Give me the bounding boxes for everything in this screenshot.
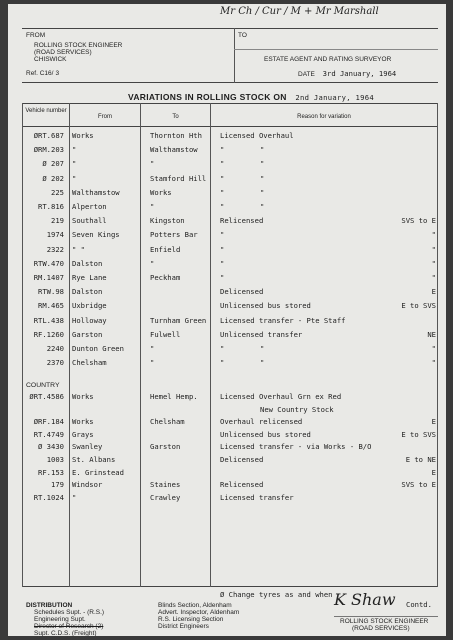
country-row bbox=[22, 468, 438, 479]
country-row bbox=[22, 493, 438, 504]
category-change: " bbox=[431, 273, 436, 282]
reason: Licensed transfer - Pte Staff bbox=[220, 315, 346, 325]
reason-extra: " bbox=[260, 159, 265, 169]
variation-row bbox=[22, 358, 438, 369]
reason-extra: " bbox=[260, 344, 265, 353]
from-depot: Walthamstow bbox=[72, 187, 120, 197]
col-header-to: To bbox=[172, 114, 179, 120]
vehicle-number: RTW.98 bbox=[38, 287, 64, 297]
variation-row bbox=[22, 174, 438, 185]
to-depot: Walthamstow bbox=[150, 145, 198, 155]
to-depot: Crawley bbox=[150, 492, 181, 502]
distribution-left-3: Director of Research (2) bbox=[34, 623, 104, 630]
category-change: " bbox=[431, 358, 436, 368]
vehicle-number: 1003 bbox=[46, 455, 64, 464]
to-depot: Potters Bar bbox=[150, 230, 198, 240]
distribution-right-4: District Engineers bbox=[158, 623, 209, 630]
variation-row bbox=[22, 202, 438, 213]
from-depot: St. Albans bbox=[72, 455, 116, 464]
category-change: SVS to E bbox=[401, 480, 436, 490]
from-depot: Chelsham bbox=[72, 358, 107, 368]
from-depot: Seven Kings bbox=[72, 230, 120, 240]
reason: Licensed transfer - via Works - B/O bbox=[220, 442, 372, 452]
from-line-3: CHISWICK bbox=[34, 56, 67, 63]
reason-extra: New Country Stock bbox=[260, 404, 334, 414]
to-depot: Turnham Green bbox=[150, 315, 207, 325]
variation-row bbox=[22, 188, 438, 199]
distribution-right-2: Advert. Inspector, Aldenham bbox=[158, 609, 240, 616]
to-depot: Fulwell bbox=[150, 329, 181, 339]
reason: " bbox=[220, 230, 225, 240]
category-change: " bbox=[431, 244, 436, 254]
from-line-1: ROLLING STOCK ENGINEER bbox=[34, 42, 123, 49]
reason-extra: " bbox=[260, 358, 265, 368]
distribution-label: DISTRIBUTION bbox=[26, 602, 73, 609]
from-depot: Dunton Green bbox=[72, 344, 124, 353]
vehicle-number: 2370 bbox=[46, 358, 64, 368]
reason: Relicensed bbox=[220, 480, 264, 490]
reason: Delicensed bbox=[220, 455, 264, 464]
reason: " bbox=[220, 344, 225, 353]
from-depot: " bbox=[72, 173, 77, 183]
vehicle-number: RT.816 bbox=[38, 202, 64, 211]
to-depot: Hemel Hemp. bbox=[150, 392, 198, 401]
reason: " bbox=[220, 258, 225, 268]
reason: " bbox=[220, 187, 225, 197]
ref-label: Ref. C16/ 3 bbox=[26, 70, 60, 77]
variation-row bbox=[22, 159, 438, 170]
distribution-right-3: R.S. Licensing Section bbox=[158, 616, 224, 623]
reason-extra: " bbox=[260, 202, 265, 211]
signature: K Shaw bbox=[334, 590, 396, 609]
from-depot: Works bbox=[72, 131, 94, 140]
to-line: ESTATE AGENT AND RATING SURVEYOR bbox=[264, 56, 392, 63]
to-depot: Works bbox=[150, 187, 172, 197]
vehicle-number: RF.153 bbox=[38, 467, 64, 477]
handwritten-note: Mr Ch / Cur / M + Mr Marshall bbox=[220, 6, 379, 17]
from-depot: Rye Lane bbox=[72, 273, 107, 282]
variation-row bbox=[22, 145, 438, 156]
to-depot: " bbox=[150, 344, 155, 353]
reason: " bbox=[220, 145, 225, 155]
to-depot: Thornton Hth bbox=[150, 131, 202, 140]
category-change: NE bbox=[427, 329, 436, 339]
vehicle-number: ØRT.4586 bbox=[29, 392, 64, 401]
from-depot: Swanley bbox=[72, 442, 103, 452]
col-header-from: From bbox=[98, 114, 112, 120]
vehicle-number: Ø 207 bbox=[42, 159, 64, 169]
distribution-left-4: Supt. C.D.S. (Freight) bbox=[34, 630, 97, 636]
vehicle-number: RT.4749 bbox=[33, 429, 64, 439]
vehicle-number: RM.1407 bbox=[33, 273, 64, 282]
variation-row bbox=[22, 330, 438, 341]
country-row bbox=[22, 480, 438, 491]
to-depot: Staines bbox=[150, 480, 181, 490]
from-depot: " " bbox=[72, 244, 85, 254]
col-header-vehicle: Vehicle number bbox=[25, 108, 67, 114]
ref-value: 3 bbox=[55, 70, 60, 77]
distribution-right-1: Blinds Section, Aldenham bbox=[158, 602, 232, 609]
category-change: " bbox=[431, 230, 436, 240]
category-change: E bbox=[431, 287, 436, 297]
from-depot: Holloway bbox=[72, 315, 107, 325]
reason: Licensed Overhaul Grn ex Red bbox=[220, 392, 342, 401]
vehicle-number: ØRT.687 bbox=[33, 131, 64, 140]
reason: Licensed Overhaul bbox=[220, 131, 294, 140]
to-depot: " bbox=[150, 358, 155, 368]
footnote-tag: Contd. bbox=[406, 600, 432, 609]
variation-row bbox=[22, 259, 438, 270]
reason: Overhaul relicensed bbox=[220, 417, 303, 427]
category-change: E to SVS bbox=[401, 429, 436, 439]
from-line-2: (ROAD SERVICES) bbox=[34, 49, 92, 56]
from-depot: Uxbridge bbox=[72, 301, 107, 311]
category-change: SVS to E bbox=[401, 216, 436, 226]
to-depot: Peckham bbox=[150, 273, 181, 282]
from-depot: " bbox=[72, 159, 77, 169]
country-row bbox=[22, 417, 438, 428]
vehicle-number: Ø 3430 bbox=[38, 442, 64, 452]
from-depot: Dalston bbox=[72, 287, 103, 297]
date-line: DATE 3rd January, 1964 bbox=[298, 69, 397, 78]
signature-line-1: ROLLING STOCK ENGINEER bbox=[340, 618, 429, 625]
to-depot: " bbox=[150, 202, 155, 211]
to-depot: " bbox=[150, 258, 155, 268]
reason: " bbox=[220, 159, 225, 169]
variation-row bbox=[22, 316, 438, 327]
variation-row bbox=[22, 344, 438, 355]
vehicle-number: RF.1260 bbox=[33, 329, 64, 339]
from-depot: Grays bbox=[72, 429, 94, 439]
sheet-title: VARIATIONS IN ROLLING STOCK ON 2nd January, 1964 bbox=[128, 92, 375, 102]
from-depot: Windsor bbox=[72, 480, 103, 490]
from-depot: " bbox=[72, 145, 77, 155]
reason-extra: " bbox=[260, 173, 265, 183]
to-depot: Kingston bbox=[150, 216, 185, 226]
to-depot: Chelsham bbox=[150, 417, 185, 427]
category-change: E bbox=[431, 417, 436, 427]
variation-row bbox=[22, 287, 438, 298]
from-depot: Garston bbox=[72, 329, 103, 339]
category-change: E to SVS bbox=[401, 301, 436, 311]
vehicle-number: RM.465 bbox=[38, 301, 64, 311]
variation-row bbox=[22, 230, 438, 241]
vehicle-number: 219 bbox=[51, 216, 64, 226]
category-change: E to NE bbox=[405, 455, 436, 464]
from-depot: Works bbox=[72, 417, 94, 427]
vehicle-number: 225 bbox=[51, 187, 64, 197]
from-label: FROM bbox=[26, 32, 46, 39]
document-sheet bbox=[8, 4, 446, 636]
reason: Relicensed bbox=[220, 216, 264, 226]
vehicle-number: RTW.470 bbox=[33, 258, 64, 268]
country-label: COUNTRY bbox=[26, 382, 60, 389]
sheet-title-date: 2nd January, 1964 bbox=[295, 93, 375, 102]
reason: " bbox=[220, 202, 225, 211]
footnote: Ø Change tyres as and when bbox=[220, 590, 333, 599]
from-depot: Works bbox=[72, 392, 94, 401]
from-depot: Dalston bbox=[72, 258, 103, 268]
vehicle-number: RT.1024 bbox=[33, 492, 64, 502]
to-depot: Stamford Hill bbox=[150, 173, 207, 183]
to-depot: " bbox=[150, 159, 155, 169]
distribution-left-2: Engineering Supt. bbox=[34, 616, 86, 623]
country-row bbox=[22, 430, 438, 441]
vehicle-number: ØRM.203 bbox=[33, 145, 64, 155]
from-depot: Southall bbox=[72, 216, 107, 226]
reason: Unlicensed bus stored bbox=[220, 301, 311, 311]
country-row bbox=[22, 405, 438, 416]
date-value: 3rd January, 1964 bbox=[322, 69, 397, 78]
reason: " bbox=[220, 273, 225, 282]
reason: Licensed transfer bbox=[220, 492, 294, 502]
reason: " bbox=[220, 244, 225, 254]
reason: " bbox=[220, 173, 225, 183]
vehicle-number: Ø 202 bbox=[42, 173, 64, 183]
from-depot: " bbox=[72, 492, 77, 502]
to-depot: Garston bbox=[150, 442, 181, 452]
col-header-reason: Reason for variation bbox=[297, 114, 351, 120]
country-row bbox=[22, 392, 438, 403]
vehicle-number: 2240 bbox=[46, 344, 64, 353]
from-depot: Alperton bbox=[72, 202, 107, 211]
to-depot: Enfield bbox=[150, 244, 181, 254]
vehicle-number: 2322 bbox=[46, 244, 64, 254]
reason: Unlicensed transfer bbox=[220, 329, 303, 339]
variation-row bbox=[22, 216, 438, 227]
category-change: " bbox=[431, 258, 436, 268]
from-depot: E. Grinstead bbox=[72, 467, 124, 477]
variation-row bbox=[22, 273, 438, 284]
reason: Delicensed bbox=[220, 287, 264, 297]
vehicle-number: 1974 bbox=[46, 230, 64, 240]
to-label: TO bbox=[238, 32, 247, 39]
country-row bbox=[22, 442, 438, 453]
variation-row bbox=[22, 245, 438, 256]
category-change: " bbox=[431, 344, 436, 353]
reason: Unlicensed bus stored bbox=[220, 429, 311, 439]
variation-row bbox=[22, 301, 438, 312]
country-row bbox=[22, 455, 438, 466]
vehicle-number: RTL.438 bbox=[33, 315, 64, 325]
vehicle-number: ØRF.184 bbox=[33, 417, 64, 427]
vehicle-number: 179 bbox=[51, 480, 64, 490]
variation-row bbox=[22, 131, 438, 142]
category-change: E bbox=[431, 467, 436, 477]
reason-extra: " bbox=[260, 187, 265, 197]
distribution-left-1: Schedules Supt. - (R.S.) bbox=[34, 609, 105, 616]
signature-line-2: (ROAD SERVICES) bbox=[352, 625, 410, 632]
reason: " bbox=[220, 358, 225, 368]
reason-extra: " bbox=[260, 145, 265, 155]
